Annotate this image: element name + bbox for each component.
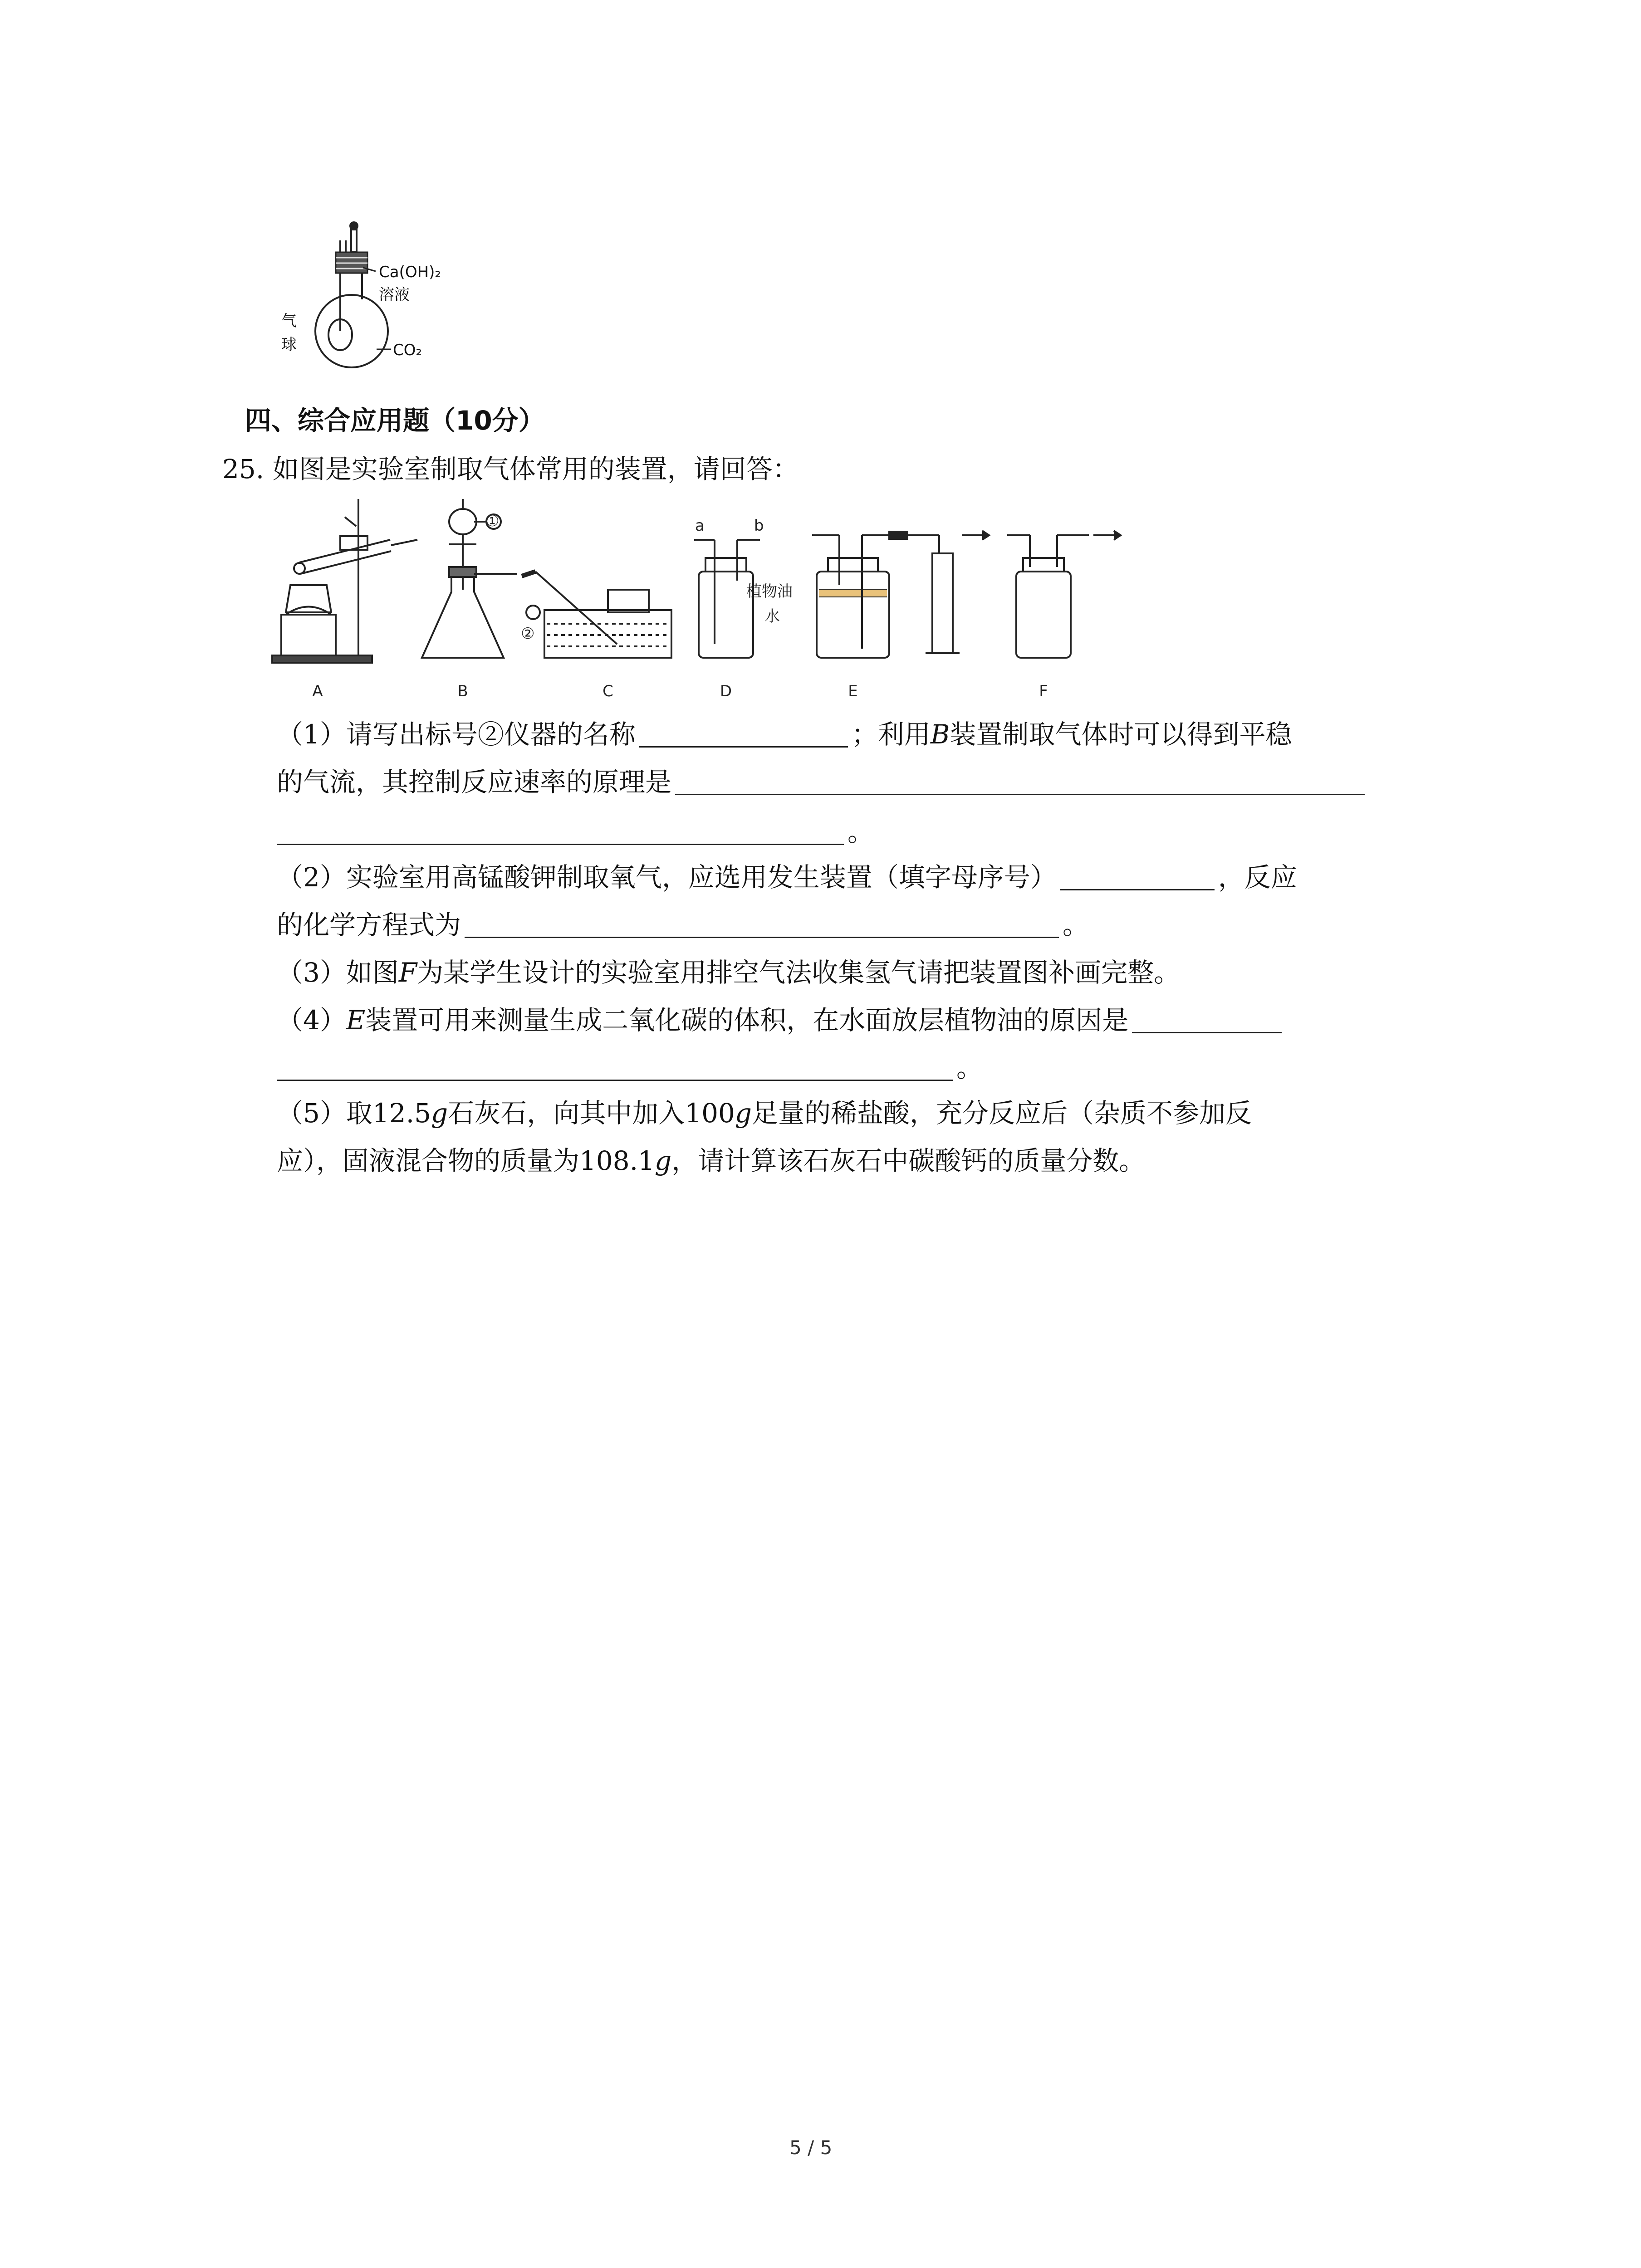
part-2-text-a: （2）实验室用高锰酸钾制取氧气，应选用发生装置（填字母序号） (277, 862, 1057, 893)
caoh2-label: Ca(OH)₂ (379, 263, 441, 281)
part-1-letter-b: B (930, 719, 950, 750)
answer-blank-2a[interactable] (1060, 865, 1215, 890)
part-4-letter-e: E (346, 1005, 366, 1036)
oil-label: 植物油 (746, 582, 793, 601)
solution-label: 溶液 (379, 286, 410, 304)
label-F: F (1039, 682, 1048, 700)
part-2-line-1 (277, 862, 1297, 893)
marker-2: ② (521, 625, 535, 643)
part-2-end: 。 (1063, 909, 1089, 940)
tube-a-label: a (695, 517, 705, 535)
question-number: 25. (222, 454, 265, 484)
part-3-letter-f: F (398, 957, 417, 988)
part-4-text-a: （4） (277, 1005, 346, 1036)
answer-blank-2b[interactable] (465, 913, 1059, 938)
part-2-text-c: 的化学方程式为 (277, 909, 461, 940)
label-B: B (457, 682, 468, 700)
page-number: 5 / 5 (789, 2136, 833, 2159)
section-title: 四、综合应用题（10分） (245, 405, 545, 436)
part-1-text-d: 的气流，其控制反应速率的原理是 (277, 767, 672, 797)
part-4-line-1 (277, 1005, 1285, 1036)
part-5-text-a: （5）取12.5 (277, 1098, 431, 1129)
tube-b-label: b (754, 517, 764, 535)
part-3-text-a: （3）如图 (277, 957, 399, 988)
answer-blank-1a[interactable] (639, 723, 848, 748)
part-1-line-3 (277, 816, 874, 847)
part-1-text-b: ；利用 (851, 719, 931, 750)
part-5-text-e: ，请计算该石灰石中碳酸钙的质量分数。 (671, 1145, 1146, 1176)
label-A: A (312, 682, 323, 700)
marker-1: ① (485, 512, 500, 530)
part-4-text-b: 装置可用来测量生成二氧化碳的体积，在水面放层植物油的原因是 (365, 1005, 1129, 1036)
part-2-text-b: ，反应 (1218, 862, 1297, 893)
answer-blank-1b[interactable] (675, 770, 1365, 795)
part-5-unit-1: g (431, 1098, 448, 1129)
part-4-end: 。 (956, 1052, 983, 1083)
part-1-text-a: （1）请写出标号②仪器的名称 (277, 719, 636, 750)
part-5-text-d: 应），固液混合物的质量为108.1 (277, 1145, 655, 1176)
answer-blank-4b[interactable] (277, 1056, 953, 1081)
label-C: C (603, 682, 613, 700)
part-5-line-2 (277, 1145, 1146, 1176)
part-5-text-b: 石灰石，向其中加入100 (448, 1098, 735, 1129)
label-D: D (720, 682, 732, 700)
co2-balloon-figure (272, 213, 463, 376)
answer-blank-1c[interactable] (277, 820, 844, 845)
question-stem (222, 456, 799, 482)
question-text: 如图是实验室制取气体常用的装置，请回答： (272, 454, 799, 484)
part-4-line-2 (277, 1052, 983, 1083)
balloon-label-2: 球 (281, 336, 297, 354)
part-3-line (277, 959, 1180, 986)
apparatus-drawing (272, 494, 1134, 708)
apparatus-figure (272, 494, 1134, 708)
answer-blank-4a[interactable] (1132, 1008, 1282, 1033)
water-label: 水 (764, 607, 780, 626)
part-2-line-2 (277, 909, 1089, 940)
label-E: E (848, 682, 858, 700)
part-5-unit-2: g (735, 1098, 752, 1129)
balloon-label-1: 气 (281, 312, 297, 330)
co2-label: CO₂ (393, 341, 422, 359)
part-5-text-c: 足量的稀盐酸，充分反应后（杂质不参加反 (752, 1098, 1252, 1129)
part-1-end: 。 (847, 816, 874, 847)
part-5-line-1 (277, 1098, 1252, 1129)
flask-balloon-drawing (272, 213, 463, 376)
part-1-line-1 (277, 721, 1292, 748)
part-1-line-2 (277, 769, 1368, 795)
part-3-text-b: 为某学生设计的实验室用排空气法收集氢气请把装置图补画完整。 (417, 957, 1181, 988)
part-1-text-c: 装置制取气体时可以得到平稳 (950, 719, 1292, 750)
part-5-unit-3: g (655, 1145, 672, 1176)
